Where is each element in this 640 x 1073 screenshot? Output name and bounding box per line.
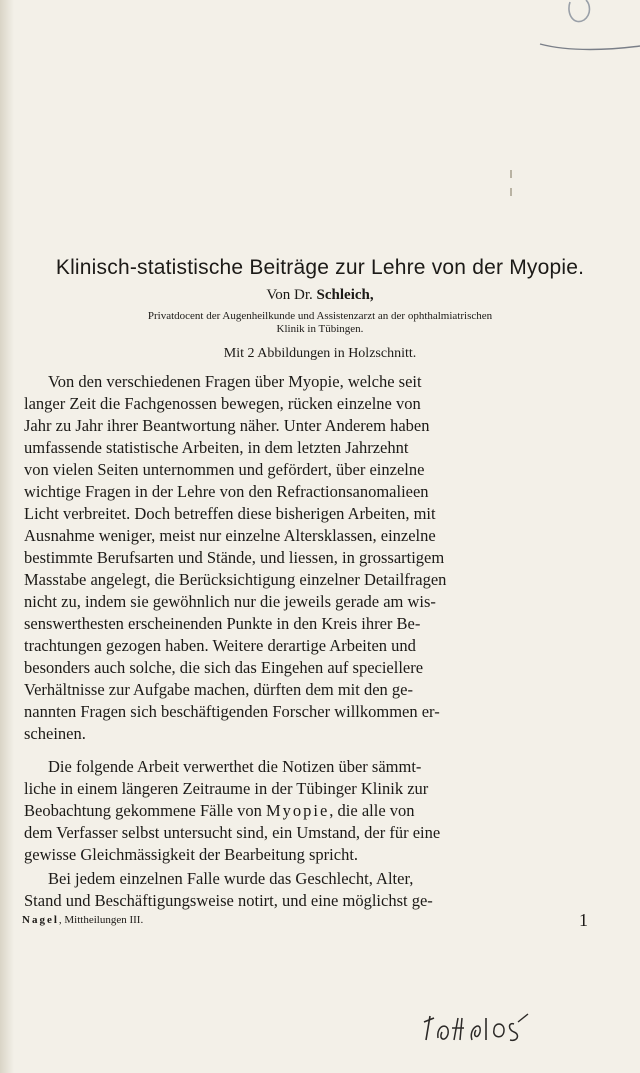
text-line: Von den verschiedenen Fragen über Myopie, welche seit bbox=[48, 372, 422, 391]
page-edge-shadow bbox=[0, 0, 14, 1073]
text-line: besonders auch solche, die sich das Eingehen auf speciellere bbox=[24, 658, 424, 677]
article-title: Klinisch-statistische Beiträge zur Lehre von der Myopie. bbox=[55, 256, 585, 279]
emphasized-term: Myopie bbox=[265, 801, 330, 820]
journal-title: , Mittheilungen III. bbox=[58, 914, 144, 926]
text-line: gewisse Gleichmässigkeit der Bearbeitung spricht. bbox=[24, 845, 359, 864]
corner-pencil-mark bbox=[520, 0, 640, 70]
text-line: Die folgende Arbeit verwerthet die Notizen über sämmt- bbox=[48, 757, 422, 776]
text-line: wichtige Fragen in der Lehre von den Refractionsanomalieen bbox=[24, 482, 429, 501]
author-affiliation bbox=[40, 310, 600, 336]
text-line: von vielen Seiten unternommen und gefördert, über einzelne bbox=[24, 460, 425, 479]
affiliation-line: Privatdocent der Augenheilkunde und Assistenzarzt an der ophthalmiatrischen bbox=[147, 310, 493, 322]
text-line: bestimmte Berufsarten und Stände, und liessen, in grossartigem bbox=[24, 548, 445, 567]
paragraph-1 bbox=[24, 371, 616, 745]
affiliation-line: Klinik in Tübingen. bbox=[276, 323, 364, 335]
margin-tick bbox=[510, 188, 512, 196]
margin-tick bbox=[510, 170, 512, 178]
paragraph-2 bbox=[24, 756, 616, 866]
text-line: liche in einem längeren Zeitraume in der Tübinger Klinik zur bbox=[24, 779, 429, 798]
journal-footnote bbox=[22, 914, 143, 926]
text-line: Licht verbreitet. Doch betreffen diese bisherigen Arbeiten, mit bbox=[24, 504, 436, 523]
text-line: senswerthesten erscheinenden Punkte in den Kreis ihrer Be- bbox=[24, 614, 421, 633]
text-line: nicht zu, indem sie gewöhnlich nur die jeweils gerade am wis- bbox=[24, 592, 436, 611]
text-run: , die alle von bbox=[329, 801, 415, 820]
text-line: Masstabe angelegt, die Berücksichtigung einzelner Detailfragen bbox=[24, 570, 447, 589]
text-line: langer Zeit die Fachgenossen bewegen, rücken einzelne von bbox=[24, 394, 421, 413]
text-line: Stand und Beschäftigungsweise notirt, und eine möglichst ge- bbox=[24, 891, 433, 910]
text-line: nannten Fragen sich beschäftigenden Forscher willkommen er- bbox=[24, 702, 440, 721]
journal-author: Nagel bbox=[22, 914, 59, 926]
author-line bbox=[0, 287, 640, 304]
text-line: Ausnahme weniger, meist nur einzelne Altersklassen, einzelne bbox=[24, 526, 436, 545]
handwritten-shelfmark bbox=[420, 1010, 530, 1046]
figures-note: Mit 2 Abbildungen in Holzschnitt. bbox=[223, 346, 417, 361]
text-line: Bei jedem einzelnen Falle wurde das Geschlecht, Alter, bbox=[48, 869, 414, 888]
page-number: 1 bbox=[579, 910, 588, 930]
text-line: dem Verfasser selbst untersucht sind, ein Umstand, der für eine bbox=[24, 823, 441, 842]
author-prefix: Von Dr. bbox=[266, 287, 317, 303]
text-line: scheinen. bbox=[24, 724, 86, 743]
paragraph-3 bbox=[24, 868, 616, 912]
author-name: Schleich, bbox=[316, 287, 374, 303]
text-line bbox=[24, 800, 616, 822]
text-line: Jahr zu Jahr ihrer Beantwortung näher. Unter Anderem haben bbox=[24, 416, 430, 435]
text-line: umfassende statistische Arbeiten, in dem letzten Jahrzehnt bbox=[24, 438, 409, 457]
text-line: Verhältnisse zur Aufgabe machen, dürften dem mit den ge- bbox=[24, 680, 413, 699]
text-run: Beobachtung gekommene Fälle von bbox=[24, 801, 266, 820]
text-line: trachtungen gezogen haben. Weitere derartige Arbeiten und bbox=[24, 636, 416, 655]
